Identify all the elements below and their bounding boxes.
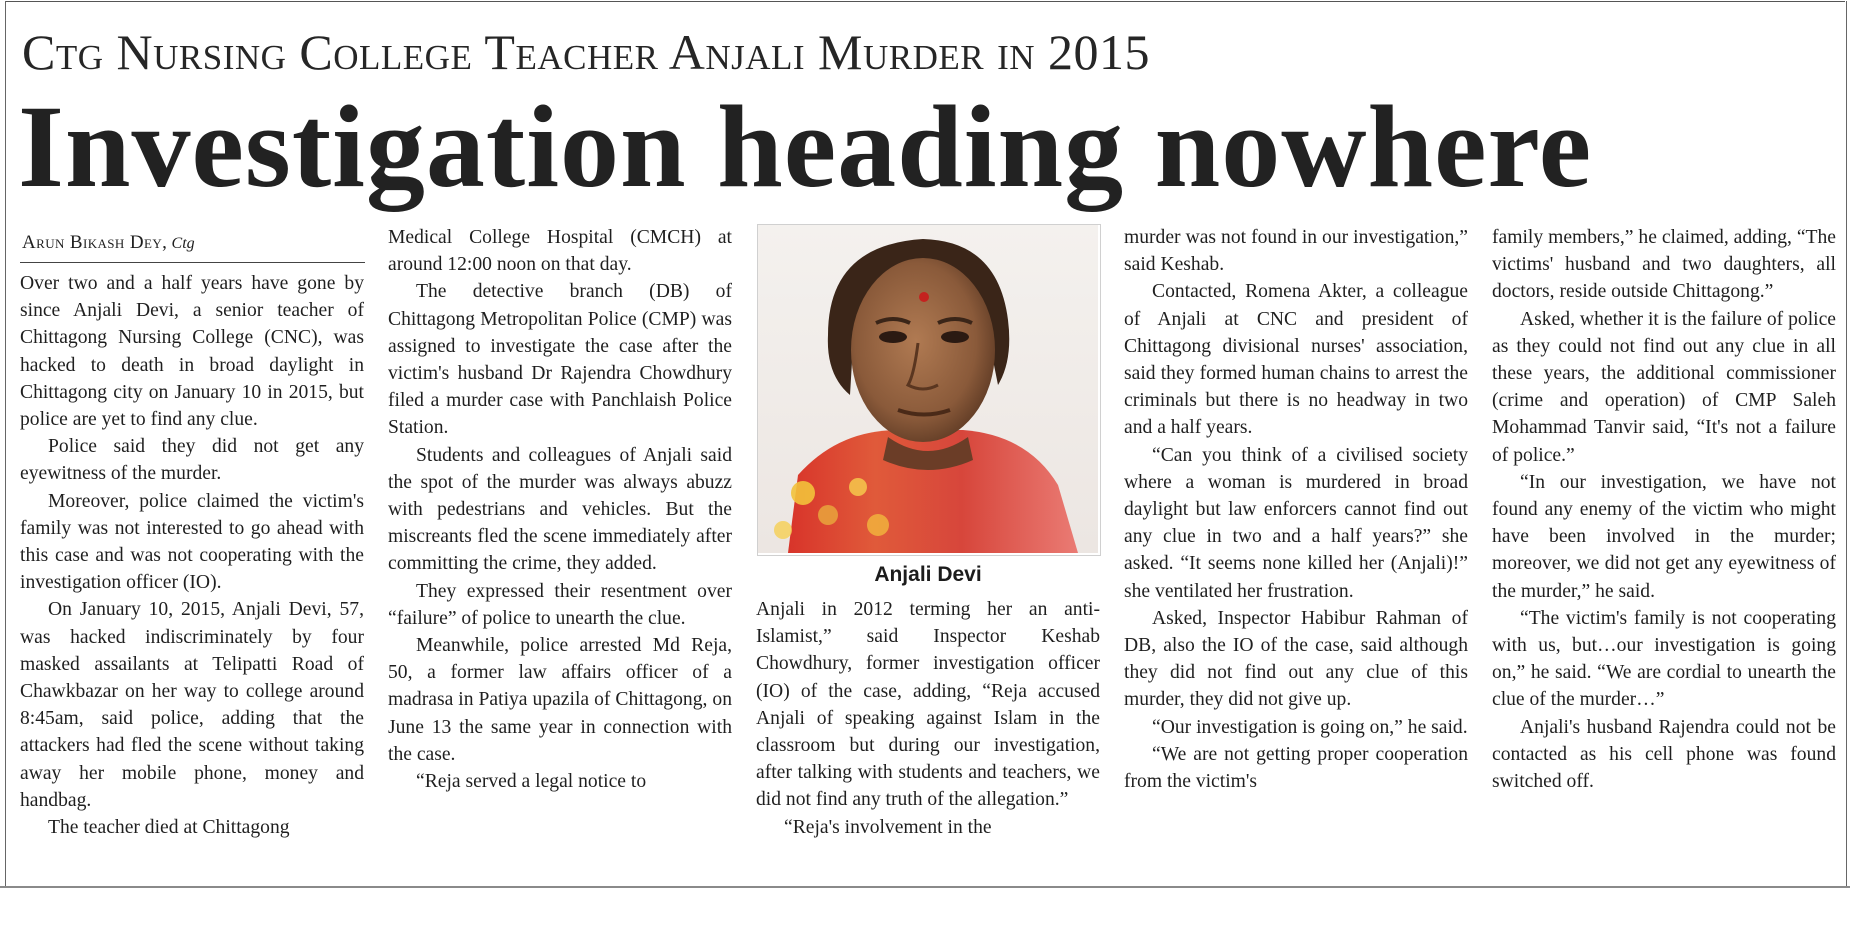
paragraph: Anjali's husband Rajendra could not be contacted as his cell phone was found switched off. — [1492, 716, 1836, 793]
article-column-2 — [388, 224, 732, 890]
paragraph: On January 10, 2015, Anjali Devi, 57, was hacked indiscriminately by four masked assailants at Telipatti Road of Chawkbazar on her way to college around 8:45am, said police, adding that the attackers had fled the scene without taking away her mobile phone, money and handbag. — [20, 599, 364, 811]
paragraph: family members,” he claimed, adding, “The victims' husband and two daughters, all doctors, reside outside Chittagong.” — [1492, 227, 1836, 303]
paragraph: Medical College Hospital (CMCH) at around 12:00 noon on that day. — [388, 227, 732, 276]
paragraph: “Reja's involvement in the — [784, 816, 992, 838]
paragraph: Over two and a half years have gone by since Anjali Devi, a senior teacher of Chittagong Nursing College (CNC), was hacked to death in broad daylight in Chittagong city on January 10 in 2015, but police are yet to find any clue. — [20, 273, 364, 431]
paragraph: “Our investigation is going on,” he said. — [1152, 716, 1468, 738]
paragraph: The teacher died at Chittagong — [48, 817, 290, 839]
article-column-5 — [1492, 224, 1836, 890]
paragraph: Moreover, police claimed the victim's family was not interested to go ahead with this case and was not cooperating with the investigation officer (IO). — [20, 490, 364, 594]
article-column-4 — [1124, 224, 1468, 890]
article-column-1 — [20, 270, 364, 890]
paragraph: The detective branch (DB) of Chittagong Metropolitan Police (CMP) was assigned to investigate the case after the victim's husband Dr Rajendra Chowdhury filed a murder case with Panchlaish Police Station. — [388, 281, 732, 439]
frame-left-rule — [5, 1, 6, 888]
photo-caption: Anjali Devi — [874, 563, 982, 586]
byline-rule — [20, 262, 365, 263]
paragraph: They expressed their resentment over “failure” of police to unearth the clue. — [388, 580, 732, 629]
frame-right-rule — [1846, 1, 1847, 888]
paragraph: “The victim's family is not cooperating with us, but…our investigation is going on,” he said. “We are cordial to unearth the clue of the murder…” — [1492, 607, 1836, 711]
paragraph: “We are not getting proper cooperation from the victim's — [1124, 743, 1468, 793]
paragraph: Anjali in 2012 terming her an anti-Islamist,” said Inspector Keshab Chowdhury, former investigation officer (IO) of the case, adding, “Reja accused Anjali of speaking against Islam in the classroom but during our investigation, after talking with students and teachers, we did not find any truth of the allegation.” — [756, 599, 1100, 811]
paragraph: Asked, whether it is the failure of police as they could not find out any clue in all these years, the additional commissioner (crime and operation) of CMP Saleh Mohammad Tanvir said, “It's not a failure of police.” — [1492, 308, 1836, 466]
paragraph: “Reja served a legal notice to — [416, 771, 647, 793]
paragraph: Police said they did not get any eyewitness of the murder. — [20, 436, 364, 485]
article-column-3 — [756, 596, 1100, 890]
paragraph: Meanwhile, police arrested Md Reja, 50, a former law affairs officer of a madrasa in Patiya upazila of Chittagong, on June 13 the same year in connection with the case. — [388, 635, 732, 765]
paragraph: Contacted, Romena Akter, a colleague of Anjali at CNC and president of Chittagong divisional nurses' association, said they formed human chains to arrest the criminals but there is no headway in two and a half years. — [1124, 281, 1468, 439]
byline — [22, 232, 362, 255]
paragraph: Students and colleagues of Anjali said the spot of the murder was always abuzz with pedestrians and vehicles. But the miscreants fled the scene immediately after committing the crime, they added. — [388, 444, 732, 575]
byline-location: Ctg — [171, 235, 195, 252]
paragraph: murder was not found in our investigation,” said Keshab. — [1124, 227, 1468, 276]
kicker-headline: Ctg Nursing College Teacher Anjali Murder in 2015 — [22, 24, 1151, 80]
frame-top-rule — [5, 1, 1845, 2]
byline-author: Arun Bikash Dey, — [22, 232, 168, 253]
main-headline: Investigation heading nowhere — [18, 81, 1593, 212]
paragraph: Asked, Inspector Habibur Rahman of DB, also the IO of the case, said although they did not find out any clue of this murder, they did not give up. — [1124, 607, 1468, 711]
paragraph: “In our investigation, we have not found any enemy of the victim who might have been involved in the murder; moreover, we did not get any eyewitness of the murder,” he said. — [1492, 471, 1836, 602]
portrait-photo — [758, 225, 1098, 553]
paragraph: “Can you think of a civilised society where a woman is murdered in broad daylight but law enforcers cannot find out any clue in two and a half years?” she asked. “It seems none killed her (Anjali)!” she ventilated her frustration. — [1124, 444, 1468, 602]
